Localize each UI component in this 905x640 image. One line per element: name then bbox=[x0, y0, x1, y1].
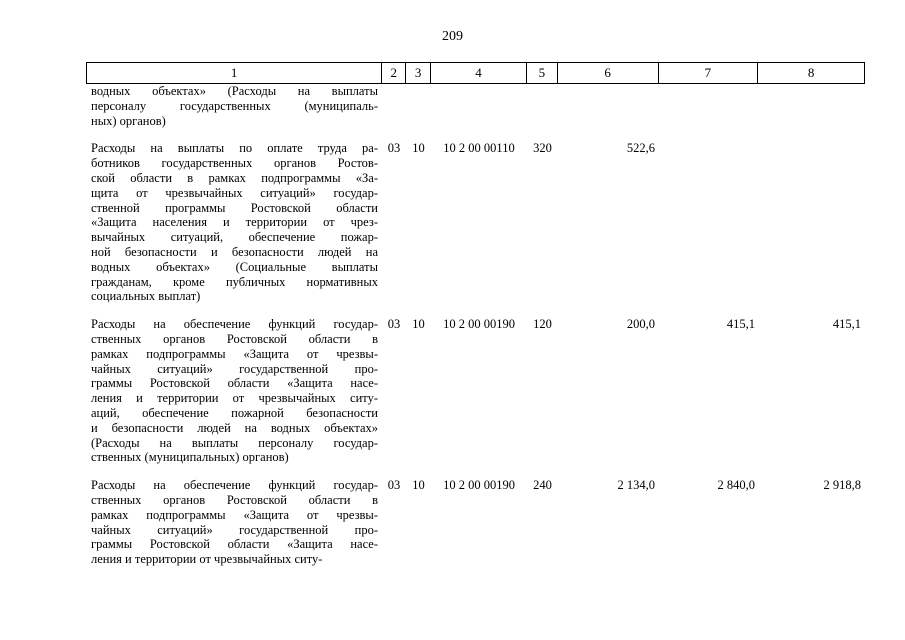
description-line: рамках подпрограммы «Защита от чрезвы- bbox=[91, 346, 378, 361]
description-line: ственной программы Ростовской области bbox=[91, 200, 378, 215]
description-line: (Расходы на выплаты персоналу государ- bbox=[91, 435, 378, 450]
cell-subsection: 10 bbox=[412, 141, 425, 156]
cell-amount-2: 2 840,0 bbox=[717, 478, 755, 493]
description-line: Расходы на выплаты по оплате труда ра- bbox=[91, 141, 378, 156]
table-row bbox=[86, 84, 865, 128]
description-line: персоналу государственных (муниципаль- bbox=[91, 98, 378, 113]
cell-amount-1: 2 134,0 bbox=[617, 478, 655, 493]
page-number: 209 bbox=[442, 29, 463, 44]
header-col-5: 5 bbox=[527, 63, 558, 83]
cell-target-article: 10 2 00 00190 bbox=[443, 478, 515, 493]
cell-target-article: 10 2 00 00110 bbox=[443, 141, 515, 156]
table-row bbox=[86, 141, 865, 304]
cell-target-article bbox=[431, 84, 527, 128]
cell-expense-type: 240 bbox=[533, 478, 552, 493]
description-line: Расходы на обеспечение функций государ- bbox=[91, 317, 378, 332]
cell-expense-type: 320 bbox=[533, 141, 552, 156]
description-line: социальных выплат) bbox=[91, 289, 201, 304]
description-line: чайных ситуаций» государственной про- bbox=[91, 522, 378, 537]
header-col-1: 1 bbox=[87, 63, 382, 83]
cell-amount-2 bbox=[659, 84, 759, 128]
cell-section bbox=[382, 84, 406, 128]
description-line: ственных органов Ростовской области в bbox=[91, 492, 378, 507]
cell-description bbox=[86, 478, 382, 567]
cell-amount-3: 2 918,8 bbox=[823, 478, 861, 493]
table-header bbox=[86, 62, 865, 84]
description-line: ственных (муниципальных) органов) bbox=[91, 450, 289, 465]
description-line: и безопасности людей на водных объектах» bbox=[91, 420, 378, 435]
header-col-7: 7 bbox=[659, 63, 759, 83]
description-line: ственных органов Ростовской области в bbox=[91, 331, 378, 346]
cell-description bbox=[86, 84, 382, 128]
table-row bbox=[86, 317, 865, 465]
description-line: водных объектах» (Расходы на выплаты bbox=[91, 84, 378, 98]
description-line: гражданам, кроме публичных нормативных bbox=[91, 274, 378, 289]
cell-description bbox=[86, 317, 382, 465]
description-line: щита от чрезвычайных ситуаций» государ- bbox=[91, 185, 378, 200]
description-line: ления и территории от чрезвычайных ситу- bbox=[91, 391, 378, 406]
header-col-2: 2 bbox=[382, 63, 406, 83]
cell-subsection bbox=[406, 84, 431, 128]
cell-section: 03 bbox=[387, 478, 401, 493]
header-col-6: 6 bbox=[558, 63, 659, 83]
cell-amount-1: 522,6 bbox=[626, 141, 655, 156]
table-body bbox=[86, 84, 865, 580]
description-line: ной безопасности и безопасности людей на bbox=[91, 244, 378, 259]
cell-subsection: 10 bbox=[412, 478, 425, 493]
cell-subsection: 10 bbox=[412, 317, 425, 332]
description-line: «Защита населения и территории от чрез- bbox=[91, 215, 378, 230]
description-line: ления и территории от чрезвычайных ситу- bbox=[91, 552, 323, 567]
description-line: рамках подпрограммы «Защита от чрезвы- bbox=[91, 507, 378, 522]
description-line: аций, обеспечение пожарной безопасности bbox=[91, 405, 378, 420]
description-line: ской области в рамках подпрограммы «За- bbox=[91, 170, 378, 185]
description-line: ботников государственных органов Ростов- bbox=[91, 156, 378, 171]
cell-amount-1: 200,0 bbox=[626, 317, 655, 332]
cell-description bbox=[86, 141, 382, 304]
cell-amount-3 bbox=[759, 84, 865, 128]
description-line: водных объектах» (Социальные выплаты bbox=[91, 259, 378, 274]
cell-target-article: 10 2 00 00190 bbox=[443, 317, 515, 332]
description-line: чайных ситуаций» государственной про- bbox=[91, 361, 378, 376]
header-col-8: 8 bbox=[807, 65, 815, 80]
description-line: Расходы на обеспечение функций государ- bbox=[91, 478, 378, 493]
cell-amount-2: 415,1 bbox=[726, 317, 755, 332]
description-line: граммы Ростовской области «Защита насе- bbox=[91, 537, 378, 552]
description-line: граммы Ростовской области «Защита насе- bbox=[91, 376, 378, 391]
cell-amount-1 bbox=[558, 84, 659, 128]
cell-section: 03 bbox=[387, 141, 401, 156]
cell-amount-3: 415,1 bbox=[832, 317, 861, 332]
cell-expense-type bbox=[527, 84, 558, 128]
header-col-4: 4 bbox=[431, 63, 527, 83]
description-line: вычайных ситуаций, обеспечение пожар- bbox=[91, 230, 378, 245]
table-row bbox=[86, 478, 865, 567]
header-col-3: 3 bbox=[406, 63, 431, 83]
description-line: ных) органов) bbox=[91, 113, 166, 128]
cell-amount-3 bbox=[759, 141, 865, 304]
cell-amount-2 bbox=[659, 141, 759, 304]
cell-expense-type: 120 bbox=[533, 317, 552, 332]
cell-section: 03 bbox=[387, 317, 401, 332]
